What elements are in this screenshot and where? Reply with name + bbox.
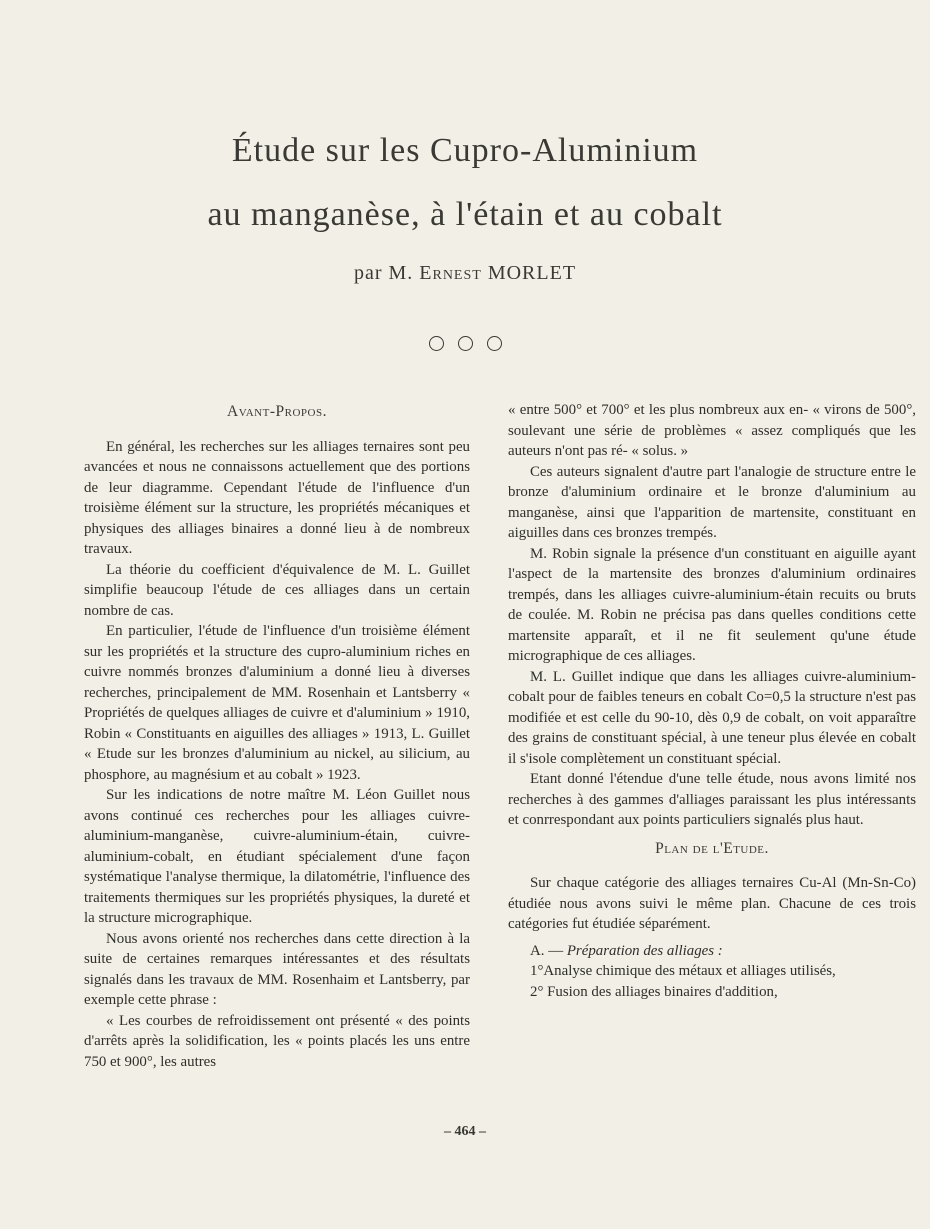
subsection-label: A. — [530,942,564,959]
paragraph: En général, les recherches sur les alliages ternaires sont peu avancées et nous ne connaissons actuellement que des portions de leur diagramme. Cependant l'étude de l'influence d'un troisième élément sur la structure, les propriétés mécaniques et physiques des alliages binaires a donné lieu à de nombreux travaux. [84,438,470,557]
list-item: 2° Fusion des alliages binaires d'addition, [530,983,778,1000]
section-heading-avant-propos: Avant-Propos. [227,403,327,420]
quote-paragraph: « Les courbes de refroidissement ont présenté « des points d'arrêts après la solidification, les « points placés les uns entre 750 et 900°, les autres [84,1012,470,1070]
paragraph: Nous avons orienté nos recherches dans cette direction à la suite de certaines remarques intéressantes et des résultats signalés dans les travaux de MM. Rosenhaim et Lantsberry, par exemple cette phrase : [84,930,470,1008]
article-title-line-1: Étude sur les Cupro-Aluminium [231,132,699,169]
paragraph: Etant donné l'étendue d'une telle étude, nous avons limité nos recherches à des gammes d'alliages paraissant les plus intéressants et conrrespondant aux points particuliers signalés plus haut. [508,771,916,828]
subsection-heading [508,941,916,962]
page-number: – 464 – [444,1124,486,1139]
right-column [508,400,916,1002]
circle-icon [458,336,473,351]
byline [0,262,930,285]
paragraph: La théorie du coefficient d'équivalence de M. L. Guillet simplifie beaucoup l'étude de ces alliages dans un certain nombre de cas. [84,561,470,619]
paragraph: Sur chaque catégorie des alliages ternaires Cu-Al (Mn-Sn-Co) étudiée nous avons suivi le même plan. Chacune de ces trois catégories fut étudiée séparément. [508,875,916,932]
paragraph: Sur les indications de notre maître M. Léon Guillet nous avons continué ces recherches pour les alliages cuivre-aluminium-manganèse, cuivre-aluminium-étain, cuivre-aluminium-cobalt, en étudiant spécialement d'une façon systématique l'analyse thermique, la dilatométrie, l'influence des traitements thermiques sur les propriétés physiques, la dureté et la structure micrographique. [84,787,470,926]
quote-continuation: « entre 500° et 700° et les plus nombreux aux en- « virons de 500°, soulevant une série de problèmes « assez compliqués que les auteurs n'ont pas ré- « solus. » [508,402,916,459]
paragraph: En particulier, l'étude de l'influence d'un troisième élément sur les propriétés et la structure des cupro-aluminium riches en cuivre nommés bronzes d'aluminium a donné lieu à diverses recherches, principalement de MM. Rosenhain et Lantsberry « Propriétés de quelques alliages de cuivre et d'aluminium » 1910, Robin « Constituants en aiguilles des alliages » 1913, L. Guillet « Etude sur les bronzes d'aluminium au nickel, au silicium, au phosphore, au magnésium et au cobalt » 1923. [84,623,470,783]
byline-prefix: par M. [353,262,414,284]
list-item: 1°Analyse chimique des métaux et alliages utilisés, [530,963,836,979]
section-heading-plan: Plan de l'Etude. [655,839,769,857]
ornament-three-circles [0,336,930,351]
article-title-line-2: au manganèse, à l'étain et au cobalt [207,196,723,233]
paragraph: Ces auteurs signalent d'autre part l'analogie de structure entre le bronze d'aluminium ordinaire et le bronze d'aluminium au manganèse, ainsi que l'apparition de martensite, constituant en aiguilles dans ces bronzes trempés. [508,463,916,541]
subsection-title: Préparation des alliages : [566,942,723,959]
left-column [84,400,470,1072]
paragraph: M. Robin signale la présence d'un constituant en aiguille ayant l'aspect de la martensite des bronzes d'aluminium ordinaires trempés, dans les alliages cuivre-aluminium-étain recuits ou bruts de coulée. M. Robin ne précisa pas dans quelles conditions cette martensite apparaît, et il ne fit seulement qu'une étude micrographique de ces alliages. [508,545,916,664]
author-last-name: MORLET [487,262,577,284]
author-first-name: Ernest [419,262,482,284]
paragraph: M. L. Guillet indique que dans les alliages cuivre-aluminium-cobalt pour de faibles teneurs en cobalt Co=0,5 la structure n'est pas modifiée et est celle du 90-10, dès 0,9 de cobalt, on voit apparaître des grains de constituant spécial, à une teneur plus élevée en cobalt il s'isole complètement un constituant spécial. [508,668,916,767]
circle-icon [429,336,444,351]
circle-icon [487,336,502,351]
